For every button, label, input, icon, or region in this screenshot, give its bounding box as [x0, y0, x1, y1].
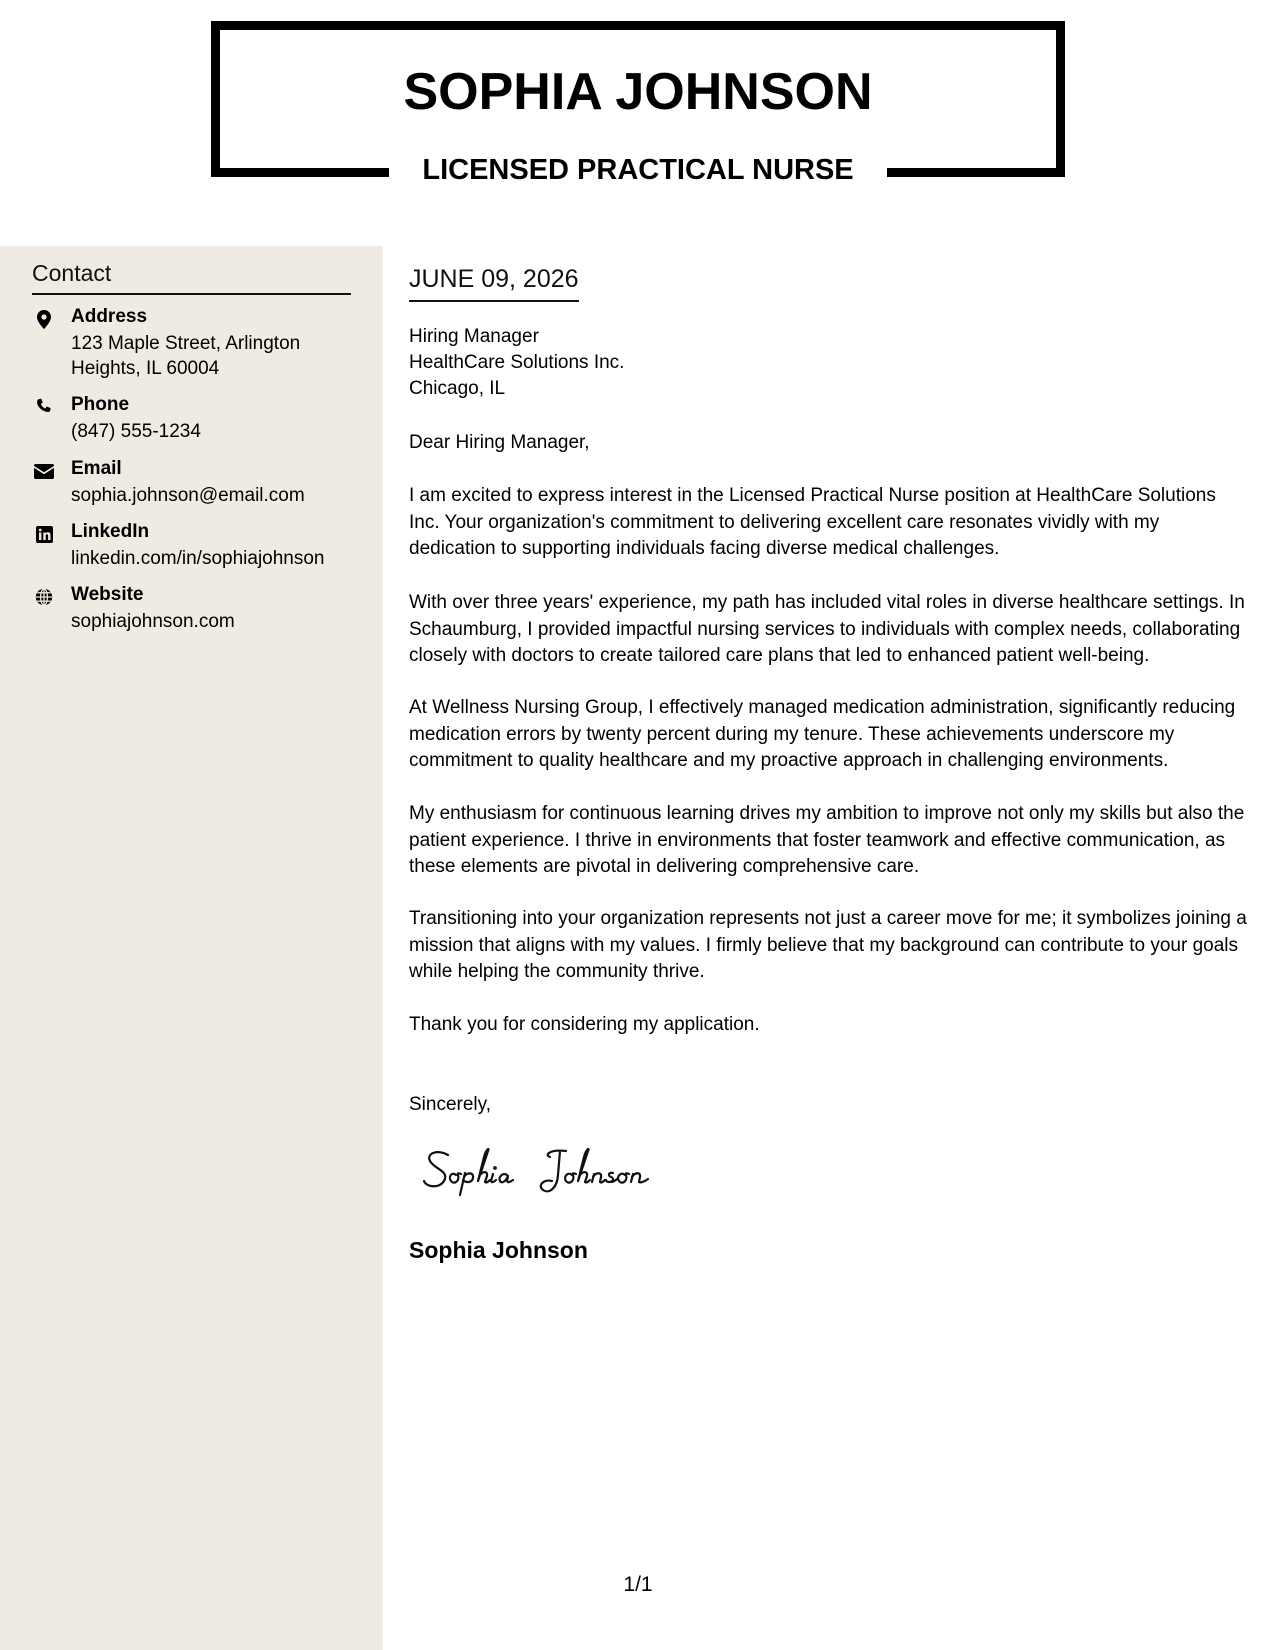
- letter-paragraph: Transitioning into your organization represents not just a career move for me; it symbolizes joining a mission that aligns with my values. I firmly believe that my background can contribute to your goals while helping the community thrive.: [409, 908, 1247, 982]
- letter-paragraph: At Wellness Nursing Group, I effectively managed medication administration, significantly reducing medication errors by twenty percent during my tenure. These achievements underscore my commitment to quality healthcare and my proactive approach in challenging environments.: [409, 697, 1236, 771]
- contact-value-linkedin[interactable]: linkedin.com/in/sophiajohnson: [71, 548, 325, 569]
- contact-heading: Contact: [32, 260, 351, 295]
- letter-paragraph: My enthusiasm for continuous learning drives my ambition to improve not only my skills but also the patient experience. I thrive in environments that foster teamwork and effective communication, as these elements are pivotal in delivering comprehensive care.: [409, 803, 1245, 877]
- contact-value-phone: (847) 555-1234: [71, 421, 201, 442]
- letter-paragraph: With over three years' experience, my path has included vital roles in diverse healthcare settings. In Schaumburg, I provided impactful nursing services to individuals with complex needs, collaborating closely with doctors to create tailored care plans that led to enhanced patient well-being.: [409, 592, 1245, 666]
- letter-date: JUNE 09, 2026: [409, 265, 579, 302]
- page-number: 1/1: [623, 1573, 653, 1596]
- location-pin-icon: [32, 309, 56, 329]
- header-frame-bottom-left: [211, 168, 389, 177]
- closing-line: Sincerely,: [409, 1094, 492, 1115]
- contact-label-email: Email: [71, 458, 122, 479]
- signer-name: Sophia Johnson: [409, 1237, 588, 1263]
- contact-label-website: Website: [71, 584, 144, 605]
- contact-value-website[interactable]: sophiajohnson.com: [71, 611, 235, 632]
- contact-label-address: Address: [71, 306, 148, 327]
- letter-paragraph: Thank you for considering my application.: [409, 1014, 760, 1035]
- contact-sidebar: [0, 246, 383, 1650]
- header-frame-bottom-right: [887, 168, 1065, 177]
- envelope-icon: [32, 461, 56, 481]
- applicant-name-heading: SOPHIA JOHNSON: [403, 63, 873, 121]
- contact-value-email[interactable]: sophia.johnson@email.com: [71, 485, 305, 506]
- recipient-line: HealthCare Solutions Inc.: [409, 352, 625, 373]
- job-title-heading: LICENSED PRACTICAL NURSE: [422, 154, 854, 186]
- contact-label-linkedin: LinkedIn: [71, 521, 150, 542]
- handwritten-signature-image: [420, 1141, 680, 1203]
- recipient-block: [409, 324, 624, 402]
- letter-paragraph: I am excited to express interest in the Licensed Practical Nurse position at HealthCare Solutions Inc. Your organization's commitment to delivering excellent care resonates vividly with my dedication to supporting individuals facing diverse medical challenges.: [409, 485, 1216, 559]
- linkedin-icon: [32, 524, 56, 544]
- phone-icon: [32, 397, 56, 417]
- globe-icon: [32, 587, 56, 607]
- salutation: Dear Hiring Manager,: [409, 432, 590, 453]
- contact-label-phone: Phone: [71, 394, 130, 415]
- recipient-line: Chicago, IL: [409, 378, 506, 399]
- recipient-line: Hiring Manager: [409, 326, 539, 347]
- contact-value-address: 123 Maple Street, Arlington Heights, IL 60004: [71, 333, 301, 379]
